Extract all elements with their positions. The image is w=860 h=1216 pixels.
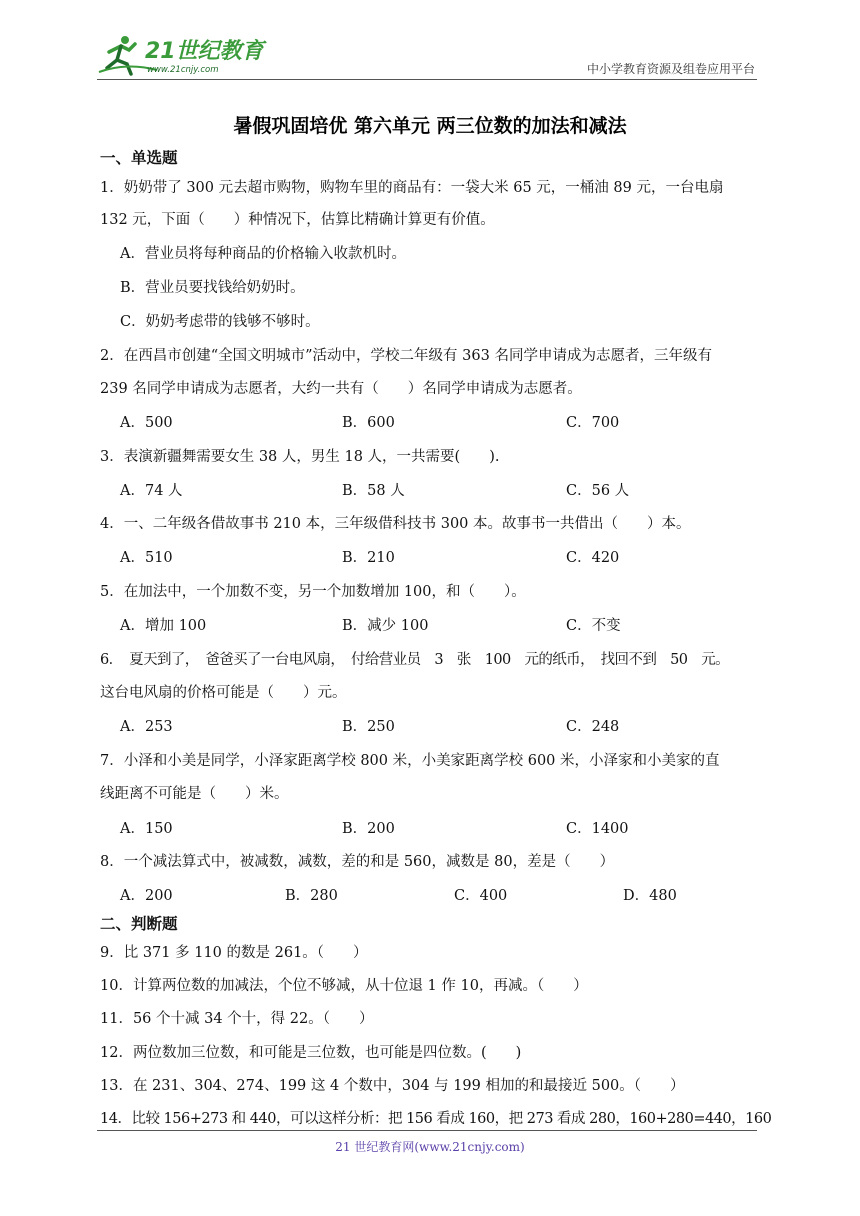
question-4-line-1: 4．一、二年级各借故事书 210 本，三年级借科技书 300 本。故事书一共借出（ ）本。	[100, 516, 691, 532]
question-6-line-1: 6． 夏天到了， 爸爸买了一台电风扇， 付给营业员 3 张 100 元的纸币， 找回不到 50 元。	[100, 652, 730, 668]
question-4-option-b: B．210	[342, 550, 395, 566]
question-7-option-a: A．150	[120, 821, 173, 837]
question-5-option-b: B．减少 100	[342, 618, 429, 634]
question-10: 10．计算两位数的加减法，个位不够减，从十位退 1 作 10，再减。（ ）	[100, 978, 588, 994]
question-6-line-2: 这台电风扇的价格可能是（ ）元。	[100, 685, 347, 701]
question-3-option-a: A．74 人	[120, 483, 183, 499]
logo-url: www.21cnjy.com	[147, 65, 219, 75]
question-1-line-1: 1．奶奶带了 300 元去超市购物，购物车里的商品有：一袋大米 65 元，一桶油 89 元，一台电扇	[100, 180, 724, 196]
question-4-option-a: A．510	[120, 550, 173, 566]
question-12: 12．两位数加三位数，和可能是三位数，也可能是四位数。( )	[100, 1045, 522, 1061]
footer-divider	[97, 1130, 757, 1131]
question-4-option-c: C．420	[566, 550, 620, 566]
question-9: 9．比 371 多 110 的数是 261。（ ）	[100, 945, 368, 961]
question-3-option-b: B．58 人	[342, 483, 405, 499]
question-2-line-1: 2．在西昌市创建“全国文明城市”活动中，学校二年级有 363 名同学申请成为志愿者，三年级有	[100, 348, 712, 364]
page-title: 暑假巩固培优 第六单元 两三位数的加法和减法	[233, 115, 627, 137]
question-1-option-b: B．营业员要找钱给奶奶时。	[120, 280, 305, 296]
question-5-line-1: 5．在加法中，一个加数不变，另一个加数增加 100，和（ ）。	[100, 584, 526, 600]
question-7-option-b: B．200	[342, 821, 395, 837]
question-3-option-c: C．56 人	[566, 483, 630, 499]
question-14-line-1: 14．比较 156+273 和 440，可以这样分析：把 156 看成 160，把 273 看成 280，160+280=440，160	[100, 1111, 772, 1127]
logo-text: 21世纪教育	[145, 39, 264, 64]
question-8-line-1: 8．一个减法算式中，被减数，减数，差的和是 560，减数是 80，差是（ ）	[100, 854, 615, 870]
section-heading-true-false: 二、判断题	[100, 915, 178, 933]
question-8-option-b: B．280	[285, 888, 338, 904]
header-divider	[97, 79, 757, 80]
question-2-line-2: 239 名同学申请成为志愿者，大约一共有（ ）名同学申请成为志愿者。	[100, 381, 582, 397]
question-7-option-c: C．1400	[566, 821, 629, 837]
question-6-option-c: C．248	[566, 719, 620, 735]
question-6-option-a: A．253	[120, 719, 173, 735]
question-5-option-c: C．不变	[566, 618, 621, 634]
question-8-option-c: C．400	[454, 888, 508, 904]
question-6-option-b: B．250	[342, 719, 395, 735]
question-7-line-2: 线距离不可能是（ ）米。	[100, 786, 289, 802]
question-8-option-d: D．480	[623, 888, 677, 904]
question-1-option-a: A．营业员将每种商品的价格输入收款机时。	[120, 246, 406, 262]
question-2-option-b: B．600	[342, 415, 395, 431]
page-footer: 21 世纪教育网(www.21cnjy.com)	[335, 1140, 525, 1154]
question-11: 11．56 个十减 34 个十，得 22。（ ）	[100, 1011, 374, 1027]
question-1-option-c: C．奶奶考虑带的钱够不够时。	[120, 314, 320, 330]
question-7-line-1: 7．小泽和小美是同学，小泽家距离学校 800 米，小美家距离学校 600 米，小泽家和小美家的直	[100, 753, 720, 769]
logo-21cnjy	[97, 32, 267, 78]
question-2-option-a: A．500	[120, 415, 173, 431]
question-8-option-a: A．200	[120, 888, 173, 904]
question-13: 13．在 231、304、274、199 这 4 个数中，304 与 199 相加的和最接近 500。（ ）	[100, 1078, 685, 1094]
question-3-line-1: 3．表演新疆舞需要女生 38 人，男生 18 人，一共需要( ).	[100, 449, 500, 465]
page-header	[97, 30, 757, 80]
platform-name: 中小学教育资源及组卷应用平台	[586, 62, 755, 76]
question-1-line-2: 132 元，下面（ ）种情况下，估算比精确计算更有价值。	[100, 212, 495, 228]
question-5-option-a: A．增加 100	[120, 618, 207, 634]
section-heading-single-choice: 一、单选题	[100, 149, 178, 167]
question-2-option-c: C．700	[566, 415, 620, 431]
